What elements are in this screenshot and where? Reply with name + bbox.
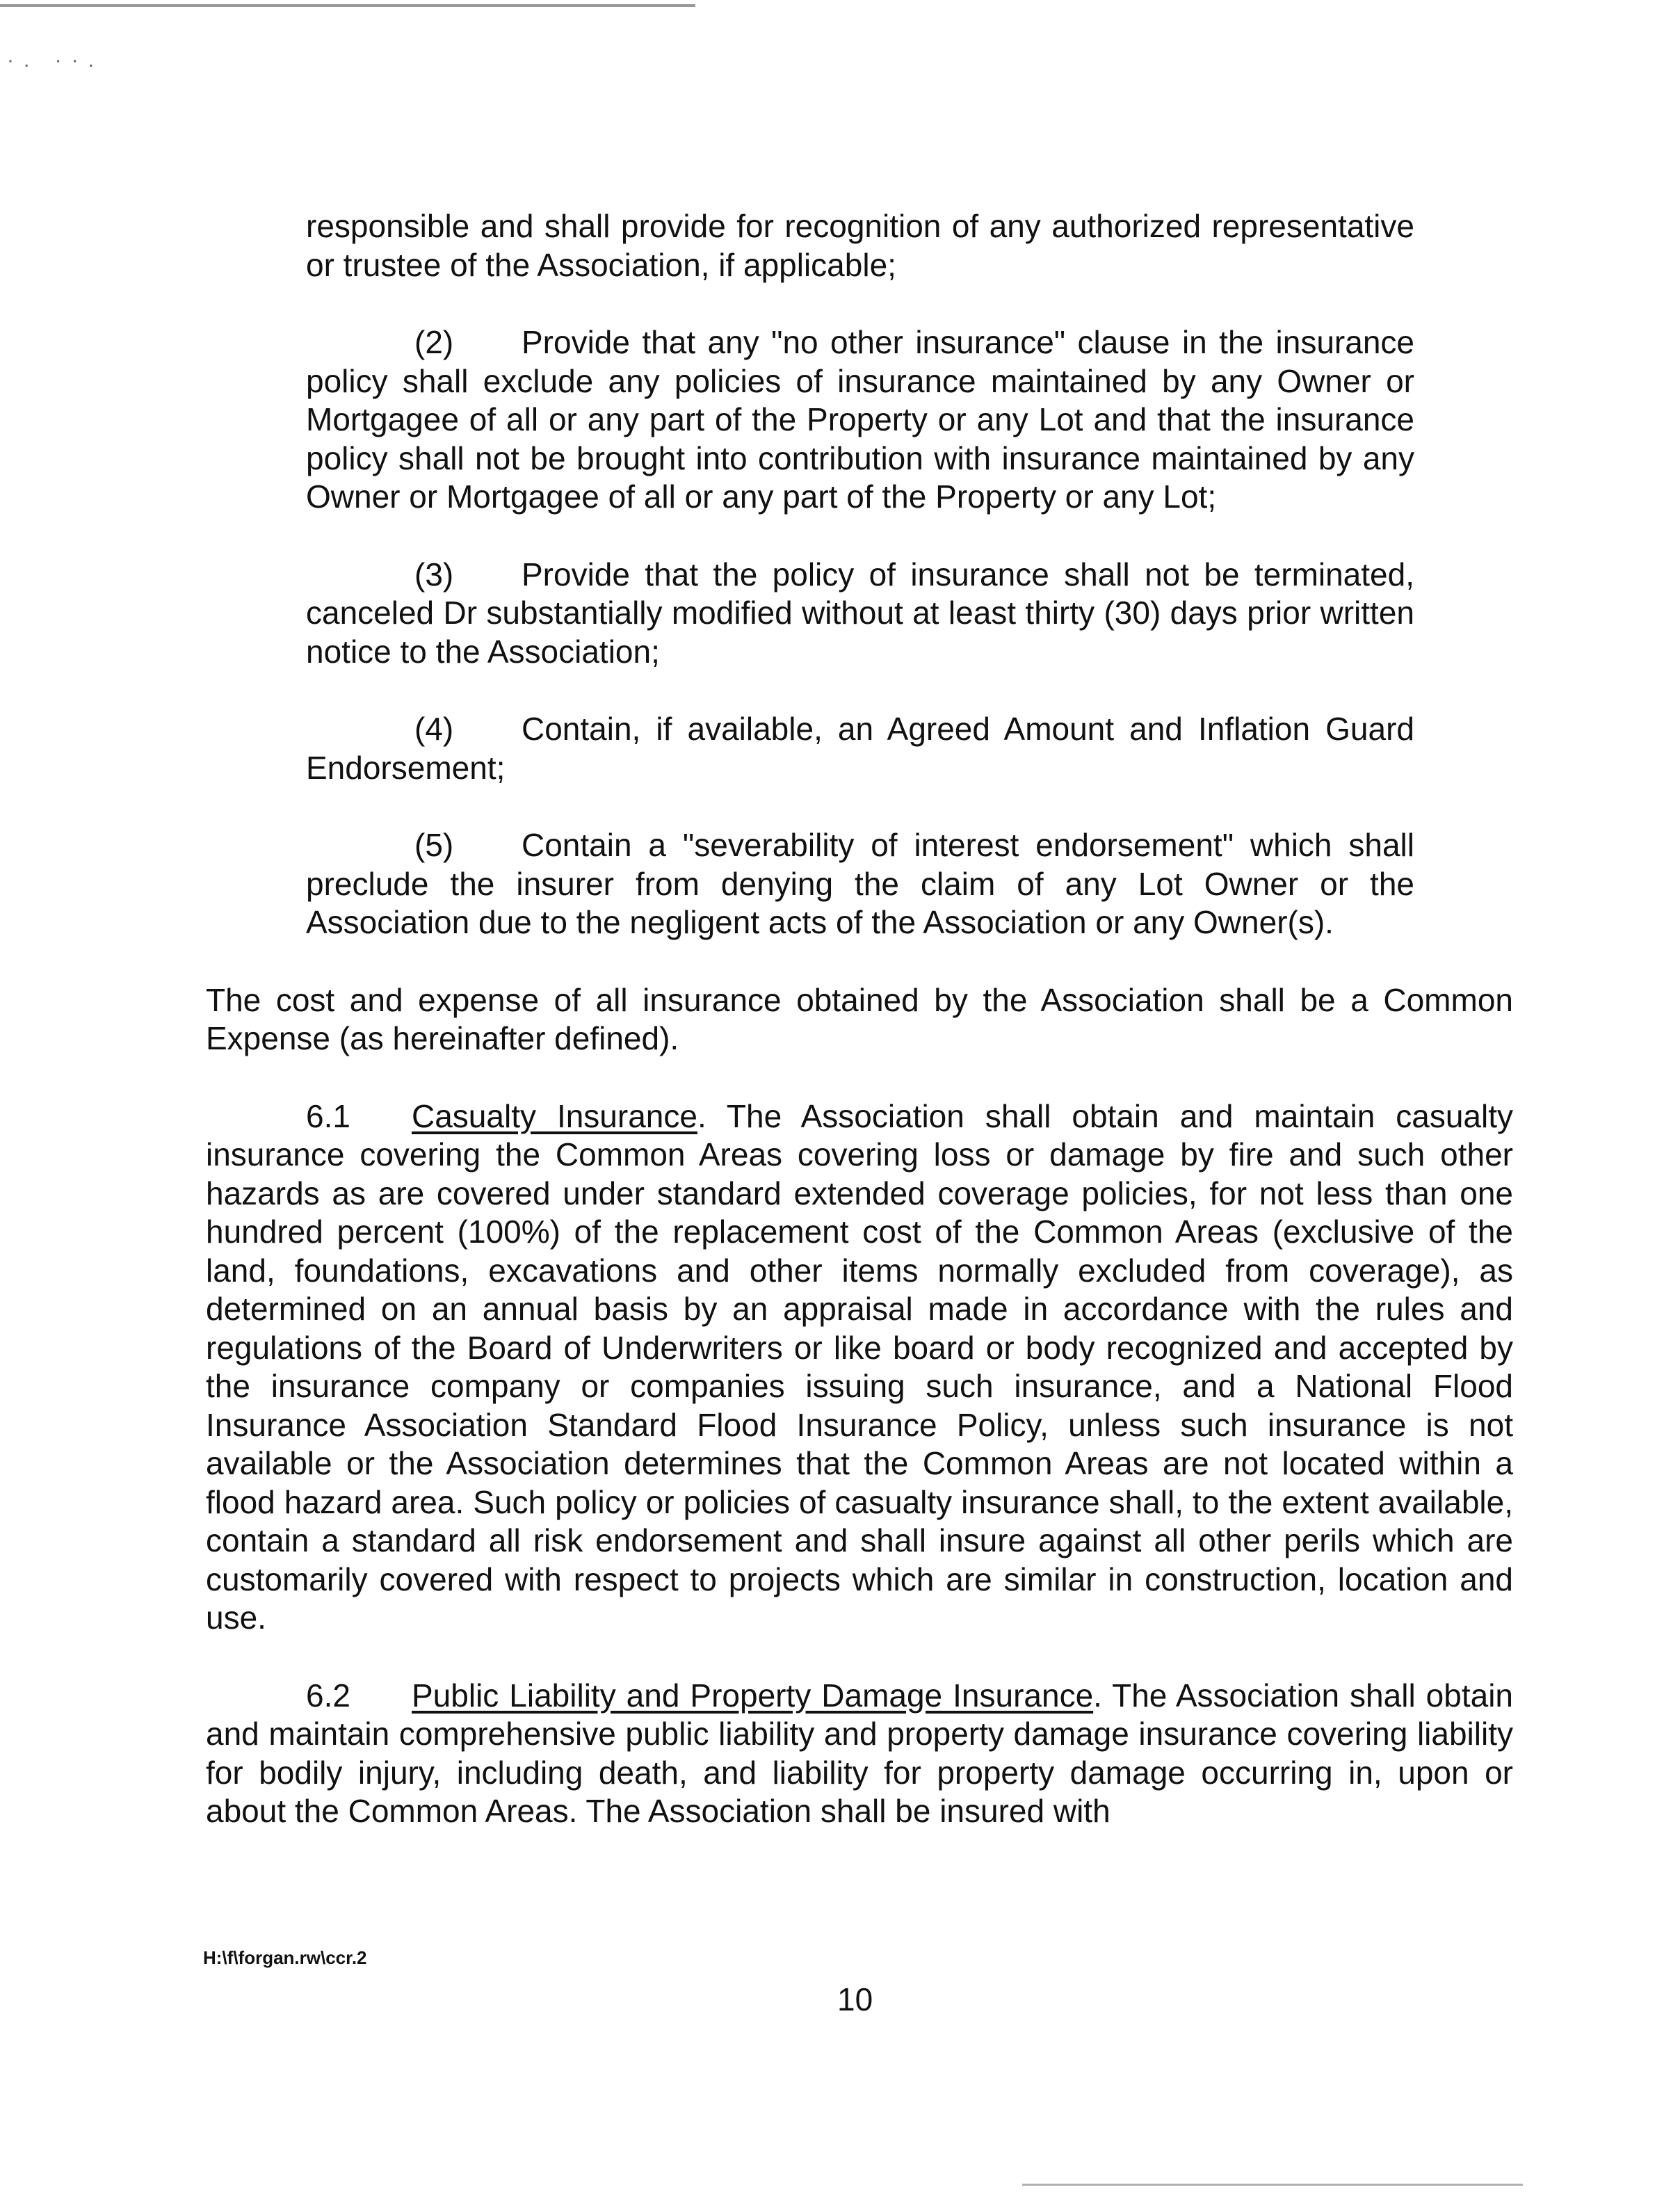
scan-border-artifact	[1022, 2184, 1523, 2186]
item-text: Contain, if available, an Agreed Amount and Inflation Guard Endorsement;	[306, 711, 1414, 786]
list-item-5	[306, 826, 1414, 942]
cost-statement: The cost and expense of all insurance obtained by the Association shall be a Common Expense (as hereinafter defined).	[206, 981, 1513, 1056]
section-body: The Association shall obtain and maintain casualty insurance covering the Common Areas covering loss or damage by fire and such other hazards as are covered under standard extended coverage policies, for not less than one hundred percent (100%) of the replacement cost of the Common Areas (exclusive of the land, foundations, excavations and other items normally excluded from coverage), as determined on an annual basis by an appraisal made in accordance with the rules and regulations of the Board of Underwriters or like board or body recognized and accepted by the insurance company or companies issuing such insurance, and a National Flood Insurance Association Standard Flood Insurance Policy, unless such insurance is not available or the Association determines that the Common Areas are not located within a flood hazard area. Such policy or policies of casualty insurance shall, to the extent available, contain a standard all risk endorsement and shall insure against all other perils which are customarily covered with respect to projects which are similar in construction, location and use.	[206, 1097, 1514, 1636]
scan-border-artifact	[0, 4, 695, 7]
heading-period: .	[1093, 1677, 1102, 1714]
item-text: Provide that the policy of insurance shall not be terminated, canceled Dr substantially modified without at least thirty (30) days prior written notice to the Association;	[306, 556, 1414, 670]
item-number: (2)	[414, 324, 454, 360]
item-number: (5)	[414, 827, 454, 863]
heading-period: .	[697, 1097, 706, 1134]
section-heading: Casualty Insurance	[412, 1097, 697, 1134]
footer-file-path: H:\f\forgan.rw\ccr.2	[203, 1947, 367, 1968]
item-text: Provide that any "no other insurance" clause in the insurance policy shall exclude any policies of insurance maintained by any Owner or Mortgagee of all or any part of the Property or any Lot and that the insurance policy shall not be brought into contribution with insurance maintained by any Owner or Mortgagee of all or any part of the Property or any Lot;	[306, 324, 1414, 515]
scan-speck-artifact: ·. ··.	[7, 49, 104, 72]
item-number: (4)	[414, 711, 454, 747]
section-number: 6.2	[306, 1677, 350, 1714]
section-number: 6.1	[306, 1097, 350, 1134]
indented-list	[306, 207, 1414, 942]
section-6-1	[206, 1097, 1513, 1638]
list-item-2	[306, 323, 1414, 517]
list-item-3	[306, 556, 1414, 672]
list-item-4	[306, 710, 1414, 787]
section-heading: Public Liability and Property Damage Insurance	[412, 1677, 1094, 1714]
page-number: 10	[837, 1981, 873, 2017]
intro-continuation: responsible and shall provide for recognition of any authorized representative or trustee of the Association, if applicable;	[306, 208, 1414, 283]
section-6-2	[206, 1677, 1513, 1831]
item-number: (3)	[414, 556, 454, 593]
section-body: The Association shall obtain and maintain comprehensive public liability and property damage insurance covering liability for bodily injury, including death, and liability for property damage occurring in, upon or about the Common Areas. The Association shall be insured with	[206, 1677, 1513, 1829]
document-page	[206, 207, 1513, 1831]
item-text: Contain a "severability of interest endorsement" which shall preclude the insurer from denying the claim of any Lot Owner or the Association due to the negligent acts of the Association or any Owner(s).	[306, 827, 1414, 940]
